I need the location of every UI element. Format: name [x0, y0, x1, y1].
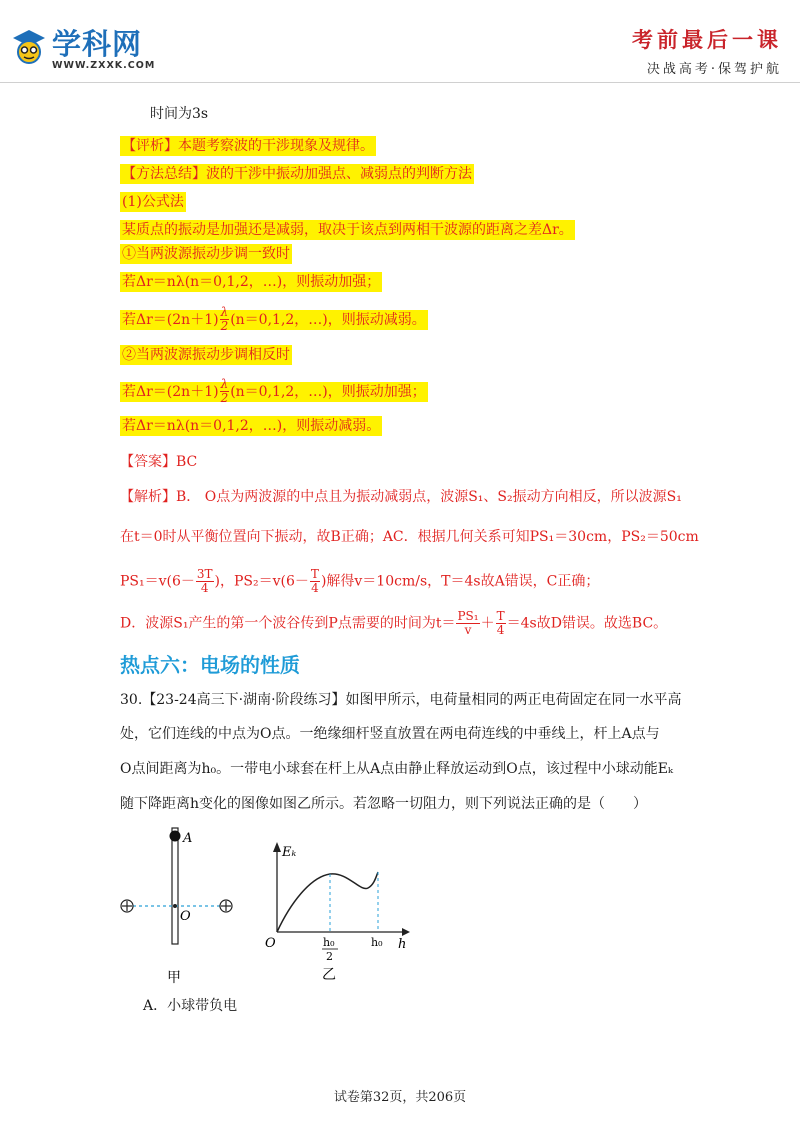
brand-title: 考前最后一课 — [632, 27, 782, 52]
rule-text: 某质点的振动是加强还是减弱，取决于该点到两相干波源的距离之差Δr。 — [122, 222, 573, 238]
page-info: 试卷第32页，共206页 — [333, 1090, 467, 1105]
time-line: 时间为3s — [150, 106, 209, 122]
tick-half-den: 2 — [326, 950, 333, 963]
x-axis-label: h — [398, 937, 407, 952]
caption-yi: 乙 — [322, 967, 336, 983]
label-a: A — [183, 831, 193, 846]
tick-full: h₀ — [371, 936, 383, 949]
ek-curve — [277, 872, 378, 932]
case1-strengthen: 若Δr＝nλ(n＝0,1,2，…)，则振动加强； — [122, 274, 381, 290]
analysis-line-3: PS₁＝v(6－ $\frac{3T}{4}$ )，PS₂＝v(6－ $\frac{T}{4}$ )解得v＝10cm/s，T＝4s故A错误，C正确； — [120, 567, 600, 595]
method-summary: 【方法总结】波的干涉中振动加强点、减弱点的判断方法 — [122, 166, 472, 182]
ball — [170, 831, 181, 842]
caption-jia: 甲 — [167, 970, 181, 986]
analysis-line-4: D．波源S₁产生的第一个波谷传到P点需要的时间为t＝ $\frac{\text{PS₁}}{v}$ ＋ $\frac{T}{4}$ ＝4s故D错误。故选BC。 — [120, 609, 668, 637]
case1-title: ①当两波源振动步调一致时 — [122, 246, 290, 262]
formula-method: (1)公式法 — [122, 194, 184, 210]
brand-subtitle: 决战高考·保驾护航 — [646, 62, 782, 77]
header-divider — [0, 82, 800, 83]
question-line-2: 处，它们连线的中点为O点。一绝缘细杆竖直放置在两电荷连线的中垂线上，杆上A点与 — [120, 726, 660, 742]
tick-half-num: h₀ — [323, 936, 335, 949]
review-text: 【评析】本题考察波的干涉现象及规律。 — [122, 138, 374, 154]
logo-text: 学科网 — [52, 27, 143, 61]
case2-title: ②当两波源振动步调相反时 — [122, 347, 290, 363]
analysis-line-2: 在t＝0时从平衡位置向下振动，故B正确；AC．根据几何关系可知PS₁＝30cm，PS₂＝50cm — [120, 529, 699, 545]
rod — [172, 828, 178, 944]
positive-charge-left-icon — [121, 900, 133, 912]
analysis-line-1: 【解析】B． O点为两波源的中点且为振动减弱点，波源S₁、S₂振动方向相反，所以波源S₁ — [120, 489, 682, 505]
question-line-3: O点间距离为h₀。一带电小球套在杆上从A点由静止释放运动到O点，该过程中小球动能Eₖ — [120, 761, 674, 777]
logo-icon — [10, 26, 48, 70]
origin-label: O — [265, 936, 276, 951]
case2-weaken: 若Δr＝nλ(n＝0,1,2，…)，则振动减弱。 — [122, 418, 381, 434]
point-o — [173, 904, 177, 908]
figure-jia — [110, 822, 250, 992]
option-a: A．小球带负电 — [143, 998, 238, 1014]
question-line-1: 30.【23-24高三下·湖南·阶段练习】如图甲所示，电荷量相同的两正电荷固定在同一水平高 — [120, 692, 682, 708]
section-heading: 热点六：电场的性质 — [120, 653, 300, 677]
case2-strengthen: 若Δr＝(2n＋1) $\frac{\lambda}{2}$ (n＝0,1,2，…)，则振动加强； — [122, 377, 426, 405]
figure-yi — [260, 832, 420, 988]
label-o: O — [180, 909, 191, 924]
case1-weaken: 若Δr＝(2n＋1) $\frac{\lambda}{2}$ (n＝0,1,2，…)，则振动减弱。 — [122, 305, 426, 333]
logo-url: WWW.ZXXK.COM — [52, 60, 156, 71]
y-axis-label: Eₖ — [282, 845, 297, 860]
question-line-4: 随下降距离h变化的图像如图乙所示。若忽略一切阻力，则下列说法正确的是（ ） — [120, 796, 648, 812]
answer-text: 【答案】BC — [120, 454, 198, 470]
positive-charge-right-icon — [220, 900, 232, 912]
